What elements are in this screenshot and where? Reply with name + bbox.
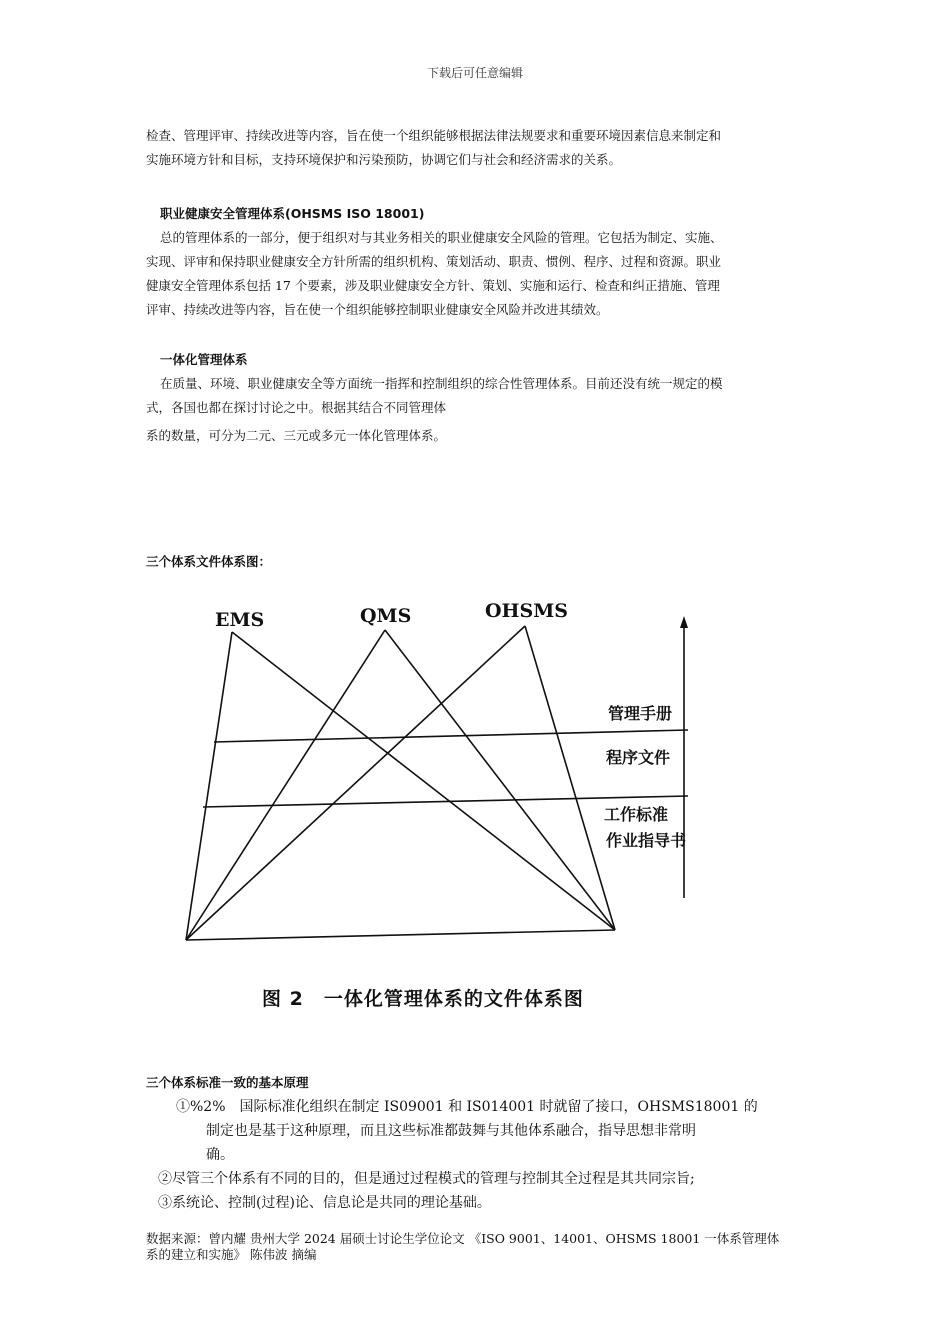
source-note xyxy=(146,1231,810,1263)
figure-heading: 三个体系文件体系图： xyxy=(146,554,272,569)
section-ohsms xyxy=(146,202,810,322)
level-work-standard: 工作标准 xyxy=(604,805,669,824)
section-title: 职业健康安全管理体系(OHSMS ISO 18001) xyxy=(160,206,425,221)
text-line: 在质量、环境、职业健康安全等方面统一指挥和控制组织的综合性管理体系。目前还没有统一规定的模 xyxy=(160,376,723,391)
text-line: 评审、持续改进等内容，旨在使一个组织能够控制职业健康安全风险并改进其绩效。 xyxy=(146,302,609,317)
section-integrated xyxy=(146,348,810,448)
source-line: 系的建立和实施》 陈伟波 摘编 xyxy=(146,1247,317,1262)
list-item: ①%2% 国际标准化组织在制定 IS09001 和 IS014001 时就留了接口，OHSMS18001 的 xyxy=(176,1099,758,1115)
list-item: ③系统论、控制(过程)论、信息论是共同的理论基础。 xyxy=(158,1195,491,1211)
text-line: 检查、管理评审、持续改进等内容，旨在使一个组织能够根据法律法规要求和重要环境因素信息来制定和 xyxy=(146,128,722,143)
level-manual: 管理手册 xyxy=(608,704,673,723)
label-ohsms: OHSMS xyxy=(485,600,568,622)
list-item-continued: 确。 xyxy=(206,1147,234,1163)
text-line: 实现、评审和保持职业健康安全方针所需的组织机构、策划活动、职责、惯例、程序、过程和资源。职业 xyxy=(146,254,722,269)
label-ems: EMS xyxy=(215,609,265,631)
list-item-continued: 制定也是基于这种原理，而且这些标准都鼓舞与其他体系融合，指导思想非常明 xyxy=(206,1123,696,1139)
document-system-diagram xyxy=(168,590,708,1020)
list-item: ②尽管三个体系有不同的目的，但是通过过程模式的管理与控制其全过程是其共同宗旨; xyxy=(158,1171,695,1187)
text-line: 式，各国也都在探讨讨论之中。根据其结合不同管理体 xyxy=(146,400,447,415)
principles-title: 三个体系标准一致的基本原理 xyxy=(146,1075,309,1090)
label-qms: QMS xyxy=(360,605,412,627)
text-line: 实施环境方针和目标，支持环境保护和污染预防，协调它们与社会和经济需求的关系。 xyxy=(146,152,622,167)
level-instruction: 作业指导书 xyxy=(606,831,687,850)
level-procedure: 程序文件 xyxy=(606,748,671,767)
text-line: 总的管理体系的一部分，便于组织对与其业务相关的职业健康安全风险的管理。它包括为制定、实施、 xyxy=(160,230,723,245)
section-title: 一体化管理体系 xyxy=(160,352,248,367)
principles-list xyxy=(146,1095,810,1215)
text-line: 系的数量，可分为二元、三元或多元一体化管理体系。 xyxy=(146,428,447,443)
page-header: 下载后可任意编辑 xyxy=(426,66,523,80)
paragraph-ems-tail xyxy=(146,124,810,172)
source-line: 数据来源：曾内耀 贵州大学 2024 届硕士讨论生学位论文 《ISO 9001、14001、OHSMS 18001 一体系管理体 xyxy=(146,1231,780,1246)
text-line: 健康安全管理体系包括 17 个要素，涉及职业健康安全方针、策划、实施和运行、检查和纠正措施、管理 xyxy=(146,278,720,293)
figure-caption: 图 2 一体化管理体系的文件体系图 xyxy=(262,988,584,1010)
